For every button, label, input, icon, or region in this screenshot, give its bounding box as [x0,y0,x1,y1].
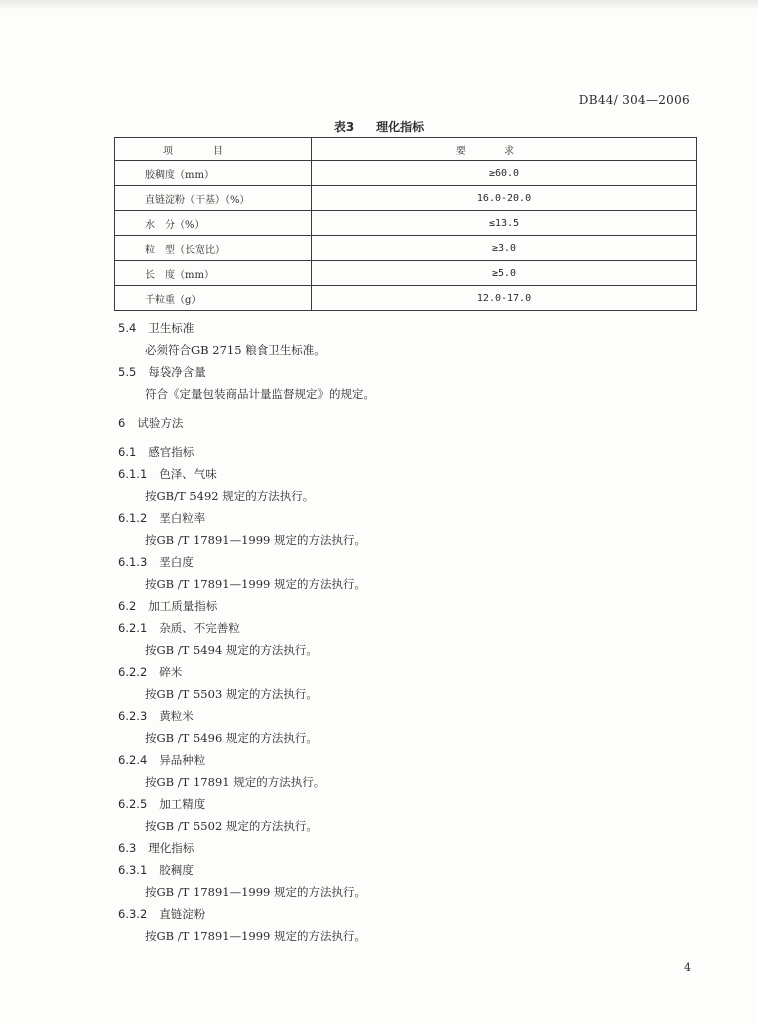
document-code: DB44/ 304—2006 [578,93,690,107]
section-number: 6.2 [118,599,137,613]
section-title: 杂质、不完善粒 [159,621,240,635]
section-number: 6.1.2 [118,511,148,525]
section-heading [118,320,194,336]
section-body: 按GB /T 17891—1999 规定的方法执行。 [145,533,366,547]
table-row [115,211,697,236]
section-number: 6.3.2 [118,907,148,921]
table-caption [0,118,758,135]
row-value: ≤13.5 [312,211,697,236]
column-header-item: 项目 [115,138,312,161]
scan-edge [0,0,758,10]
row-item: 胶稠度（mm） [115,161,312,186]
section-number: 5.4 [118,321,137,335]
section-heading [118,415,183,431]
section-title: 每袋净含量 [148,365,206,379]
section-heading [118,752,205,768]
section-number: 6.2.1 [118,621,148,635]
section-number: 6.3.1 [118,863,148,877]
section-number: 6.2.3 [118,709,148,723]
section-heading [118,664,182,680]
table-row [115,186,697,211]
section-title: 卫生标准 [148,321,195,335]
row-item: 直链淀粉（干基）（%） [115,186,312,211]
physicochemical-table [114,137,697,311]
section-heading [118,708,194,724]
section-title: 加工精度 [159,797,206,811]
section-number: 6.2.2 [118,665,148,679]
row-value: ≥3.0 [312,236,697,261]
row-item: 粒 型（长宽比） [115,236,312,261]
section-heading [118,862,194,878]
section-number: 6.3 [118,841,137,855]
row-item: 水 分（%） [115,211,312,236]
row-value: ≥60.0 [312,161,697,186]
section-body: 按GB /T 5502 规定的方法执行。 [145,819,318,833]
section-title: 加工质量指标 [148,599,218,613]
section-body: 按GB /T 17891—1999 规定的方法执行。 [145,885,366,899]
section-heading [118,840,194,856]
section-number: 5.5 [118,365,137,379]
section-heading [118,466,217,482]
section-title: 异品种粒 [159,753,206,767]
section-title: 胶稠度 [159,863,194,877]
section-title: 碎米 [159,665,183,679]
row-item: 长 度（mm） [115,261,312,286]
section-title: 垩白度 [159,555,194,569]
table-header-row [115,138,697,161]
section-heading [118,364,206,380]
page-number: 4 [684,961,691,974]
section-title: 试验方法 [137,416,184,430]
section-heading [118,598,217,614]
section-body: 按GB /T 5494 规定的方法执行。 [145,643,318,657]
section-heading [118,620,240,636]
section-heading [118,510,205,526]
table-row [115,261,697,286]
section-body: 按GB /T 5496 规定的方法执行。 [145,731,318,745]
section-title: 色泽、气味 [159,467,217,481]
table-caption-title: 理化指标 [376,120,425,134]
section-body: 按GB/T 5492 规定的方法执行。 [145,489,315,503]
section-number: 6.1.1 [118,467,148,481]
section-body: 符合《定量包装商品计量监督规定》的规定。 [145,387,375,401]
row-item: 千粒重（g） [115,286,312,311]
section-title: 理化指标 [148,841,195,855]
section-title: 感官指标 [148,445,195,459]
column-header-requirement: 要求 [312,138,697,161]
section-number: 6.2.4 [118,753,148,767]
section-title: 垩白粒率 [159,511,206,525]
section-number: 6.1 [118,445,137,459]
table-caption-number: 表3 [333,120,355,134]
table-row [115,286,697,311]
row-value: ≥5.0 [312,261,697,286]
section-body: 按GB /T 17891—1999 规定的方法执行。 [145,577,366,591]
section-body: 必须符合GB 2715 粮食卫生标准。 [145,343,326,357]
section-heading [118,796,205,812]
section-heading [118,554,194,570]
section-title: 直链淀粉 [159,907,206,921]
section-body: 按GB /T 17891—1999 规定的方法执行。 [145,929,366,943]
section-body: 按GB /T 5503 规定的方法执行。 [145,687,318,701]
section-heading [118,444,194,460]
section-body: 按GB /T 17891 规定的方法执行。 [145,775,326,789]
table-row [115,236,697,261]
row-value: 16.0-20.0 [312,186,697,211]
section-title: 黄粒米 [159,709,194,723]
section-number: 6 [118,416,126,430]
section-number: 6.2.5 [118,797,148,811]
section-number: 6.1.3 [118,555,148,569]
section-heading [118,906,205,922]
table-row [115,161,697,186]
row-value: 12.0-17.0 [312,286,697,311]
